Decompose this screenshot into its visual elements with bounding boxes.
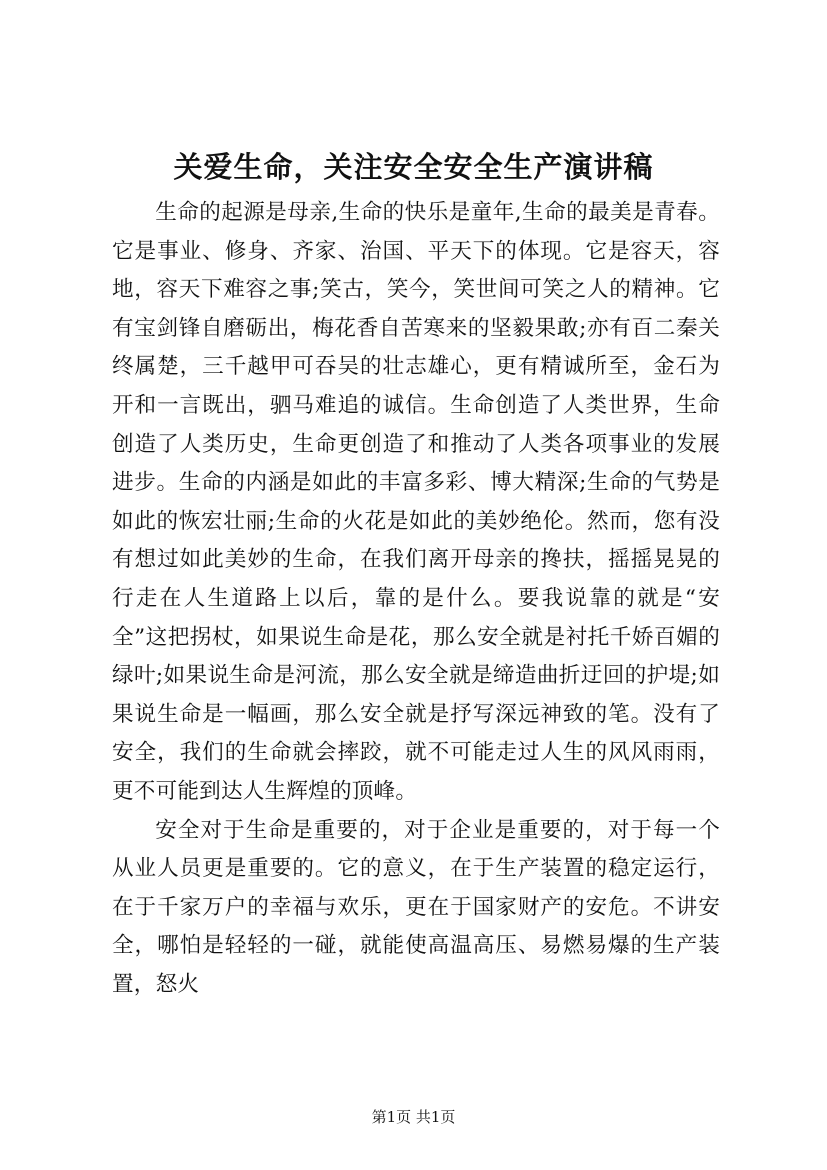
page-number-footer: 第1页 共1页 bbox=[371, 1108, 456, 1126]
paragraph-2: 安全对于生命是重要的，对于企业是重要的，对于每一个从业人员更是重要的。它的意义，在于生产装置的稳定运行，在于千家万户的幸福与欢乐，更在于国家财产的安危。不讲安全，哪怕是轻轻的一碰，就能使高温高压、易燃易爆的生产装置，怒火 bbox=[112, 817, 720, 997]
document-title: 关爱生命，关注安全安全生产演讲稿 bbox=[173, 150, 654, 184]
document-body bbox=[112, 194, 720, 1004]
paragraph-1: 生命的起源是母亲,生命的快乐是童年,生命的最美是青春。它是事业、修身、齐家、治国、平天下的体现。它是容天，容地，容天下难容之事;笑古，笑今，笑世间可笑之人的精神。它有宝剑锋自磨砺出，梅花香自苦寒来的坚毅果敢;亦有百二秦关终属楚，三千越甲可吞吴的壮志雄心，更有精诚所至，金石为开和一言既出，驷马难追的诚信。生命创造了人类世界，生命创造了人类历史，生命更创造了和推动了人类各项事业的发展进步。生命的内涵是如此的丰富多彩、博大精深;生命的气势是如此的恢宏壮丽;生命的火花是如此的美妙绝伦。然而，您有没有想过如此美妙的生命，在我们离开母亲的搀扶，摇摇晃晃的行走在人生道路上以后，靠的是什么。要我说靠的就是“安全”这把拐杖，如果说生命是花，那么安全就是衬托千娇百媚的绿叶;如果说生命是河流，那么安全就是缔造曲折迂回的护堤;如果说生命是一幅画，那么安全就是抒写深远神致的笔。没有了安全，我们的生命就会摔跤，就不可能走过人生的风风雨雨，更不可能到达人生辉煌的顶峰。 bbox=[112, 200, 720, 804]
